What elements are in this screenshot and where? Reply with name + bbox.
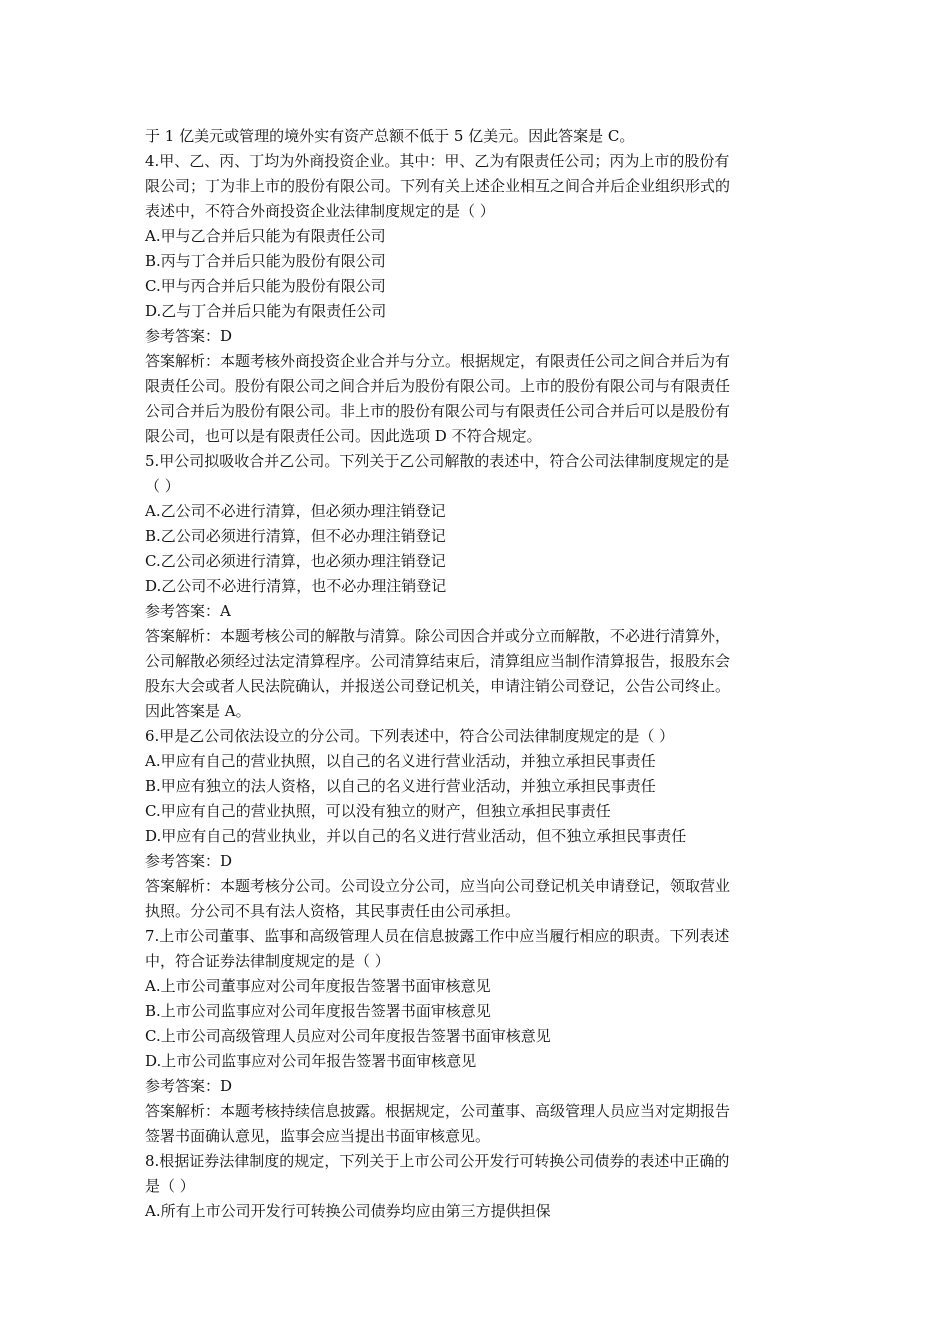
text-line: 于 1 亿美元或管理的境外实有资产总额不低于 5 亿美元。因此答案是 C。 xyxy=(145,127,635,145)
option-c: C.上市公司高级管理人员应对公司年度报告签署书面审核意见 xyxy=(145,1027,551,1045)
question-stem: 6.甲是乙公司依法设立的分公司。下列表述中，符合公司法律制度规定的是（ ） xyxy=(145,727,675,745)
option-c: C.乙公司必须进行清算，也必须办理注销登记 xyxy=(145,552,446,570)
answer-explanation: 答案解析：本题考核持续信息披露。根据规定，公司董事、高级管理人员应当对定期报告 xyxy=(145,1102,731,1120)
option-b: B.丙与丁合并后只能为股份有限公司 xyxy=(145,252,386,270)
question-stem: 5.甲公司拟吸收合并乙公司。下列关于乙公司解散的表述中，符合公司法律制度规定的是 xyxy=(145,452,730,470)
text-line: 因此答案是 A。 xyxy=(145,702,251,720)
text-line: 签署书面确认意见，监事会应当提出书面审核意见。 xyxy=(145,1127,491,1145)
answer-explanation: 答案解析：本题考核公司的解散与清算。除公司因合并或分立而解散，不必进行清算外， xyxy=(145,627,731,645)
text-line: 公司解散必须经过法定清算程序。公司清算结束后，清算组应当制作清算报告，报股东会 xyxy=(145,652,731,670)
option-a: A.上市公司董事应对公司年度报告签署书面审核意见 xyxy=(145,977,491,995)
answer-explanation: 答案解析：本题考核分公司。公司设立分公司，应当向公司登记机关申请登记，领取营业 xyxy=(145,877,731,895)
reference-answer: 参考答案：D xyxy=(145,852,233,870)
text-line: （ ） xyxy=(145,477,180,495)
option-d: D.上市公司监事应对公司年报告签署书面审核意见 xyxy=(145,1052,477,1070)
option-d: D.甲应有自己的营业执业，并以自己的名义进行营业活动，但不独立承担民事责任 xyxy=(145,827,687,845)
option-d: D.乙公司不必进行清算，也不必办理注销登记 xyxy=(145,577,447,595)
text-line: 表述中，不符合外商投资企业法律制度规定的是（ ） xyxy=(145,202,495,220)
text-line: 是（ ） xyxy=(145,1177,195,1195)
text-line: 限公司，也可以是有限责任公司。因此选项 D 不符合规定。 xyxy=(145,427,542,445)
text-line: 限公司；丁为非上市的股份有限公司。下列有关上述企业相互之间合并后企业组织形式的 xyxy=(145,177,731,195)
option-a: A.乙公司不必进行清算，但必须办理注销登记 xyxy=(145,502,446,520)
document-page xyxy=(145,124,810,1224)
text-line: 股东大会或者人民法院确认，并报送公司登记机关，申请注销公司登记，公告公司终止。 xyxy=(145,677,731,695)
option-a: A.所有上市公司开发行可转换公司债券均应由第三方提供担保 xyxy=(145,1202,551,1220)
reference-answer: 参考答案：D xyxy=(145,1077,233,1095)
question-stem: 8.根据证券法律制度的规定，下列关于上市公司公开发行可转换公司债券的表述中正确的 xyxy=(145,1152,730,1170)
option-c: C.甲应有自己的营业执照，可以没有独立的财产，但独立承担民事责任 xyxy=(145,802,611,820)
text-line: 执照。分公司不具有法人资格，其民事责任由公司承担。 xyxy=(145,902,521,920)
question-stem: 7.上市公司董事、监事和高级管理人员在信息披露工作中应当履行相应的职责。下列表述 xyxy=(145,927,730,945)
option-b: B.乙公司必须进行清算，但不必办理注销登记 xyxy=(145,527,446,545)
option-c: C.甲与丙合并后只能为股份有限公司 xyxy=(145,277,386,295)
text-line: 中，符合证券法律制度规定的是（ ） xyxy=(145,952,390,970)
answer-explanation: 答案解析：本题考核外商投资企业合并与分立。根据规定，有限责任公司之间合并后为有 xyxy=(145,352,731,370)
text-line: 限责任公司。股份有限公司之间合并后为股份有限公司。上市的股份有限公司与有限责任 xyxy=(145,377,731,395)
option-b: B.上市公司监事应对公司年度报告签署书面审核意见 xyxy=(145,1002,491,1020)
option-d: D.乙与丁合并后只能为有限责任公司 xyxy=(145,302,387,320)
option-a: A.甲与乙合并后只能为有限责任公司 xyxy=(145,227,386,245)
text-line: 公司合并后为股份有限公司。非上市的股份有限公司与有限责任公司合并后可以是股份有 xyxy=(145,402,731,420)
option-b: B.甲应有独立的法人资格，以自己的名义进行营业活动，并独立承担民事责任 xyxy=(145,777,656,795)
option-a: A.甲应有自己的营业执照，以自己的名义进行营业活动，并独立承担民事责任 xyxy=(145,752,656,770)
question-stem: 4.甲、乙、丙、丁均为外商投资企业。其中：甲、乙为有限责任公司；丙为上市的股份有 xyxy=(145,152,730,170)
reference-answer: 参考答案：D xyxy=(145,327,233,345)
reference-answer: 参考答案：A xyxy=(145,602,231,620)
